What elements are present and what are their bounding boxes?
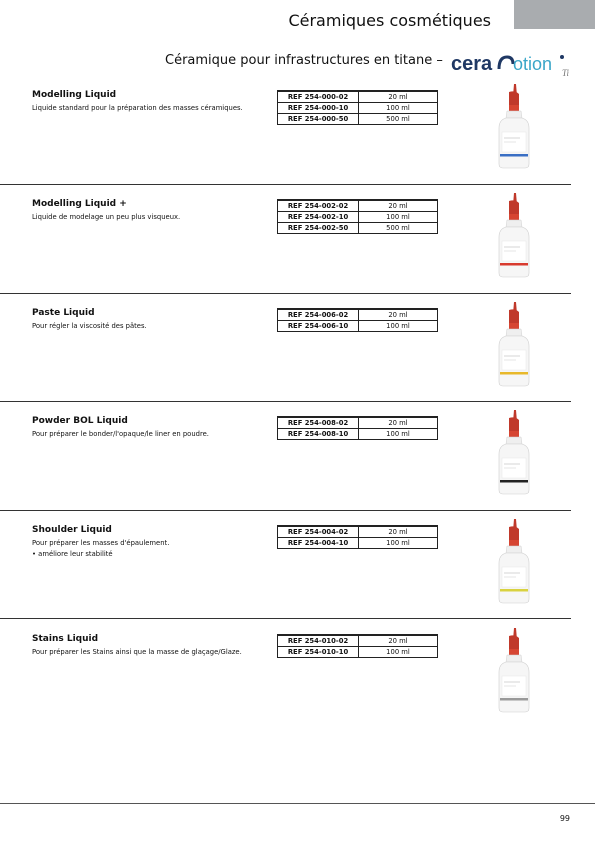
divider xyxy=(0,401,571,402)
ref-code: REF 254-000-50 xyxy=(278,114,359,125)
table-row xyxy=(278,635,438,647)
ref-size: 500 ml xyxy=(359,223,438,234)
product-description xyxy=(32,429,272,440)
table-row xyxy=(278,114,438,125)
logo-text-b: otion xyxy=(513,54,553,74)
logo-m-arc xyxy=(499,57,513,69)
ref-table xyxy=(277,634,438,658)
ref-code: REF 254-010-10 xyxy=(278,647,359,658)
product-description xyxy=(32,647,272,658)
description-line: • améliore leur stabilité xyxy=(32,550,113,558)
ref-size: 500 ml xyxy=(359,114,438,125)
logo-dot xyxy=(560,55,564,59)
description-line: Pour préparer les masses d'épaulement. xyxy=(32,539,170,547)
table-row xyxy=(278,91,438,103)
header-tab xyxy=(514,0,595,29)
table-row xyxy=(278,429,438,440)
logo-suffix: Ti xyxy=(562,68,570,78)
product-section xyxy=(0,634,595,734)
table-row xyxy=(278,526,438,538)
table-row xyxy=(278,538,438,549)
ref-size: 100 ml xyxy=(359,538,438,549)
product-description xyxy=(32,538,272,560)
bottle-image xyxy=(490,626,532,716)
ref-code: REF 254-002-50 xyxy=(278,223,359,234)
ref-size: 20 ml xyxy=(359,91,438,103)
bottle-image xyxy=(490,82,532,172)
bottle-image xyxy=(490,408,532,498)
ref-code: REF 254-004-10 xyxy=(278,538,359,549)
ref-code: REF 254-000-02 xyxy=(278,91,359,103)
ref-code: REF 254-008-02 xyxy=(278,417,359,429)
table-row xyxy=(278,212,438,223)
ref-table xyxy=(277,308,438,332)
table-row xyxy=(278,321,438,332)
description-line: Liquide standard pour la préparation des masses céramiques. xyxy=(32,104,243,112)
ref-table xyxy=(277,199,438,234)
logo-text-a: cera xyxy=(451,53,493,75)
bottle-image xyxy=(490,300,532,390)
page-title: Céramiques cosmétiques xyxy=(288,11,491,30)
description-line: Pour préparer les Stains ainsi que la masse de glaçage/Glaze. xyxy=(32,648,242,656)
product-description xyxy=(32,103,272,114)
description-line: Pour préparer le bonder/l'opaque/le liner en poudre. xyxy=(32,430,209,438)
ref-size: 100 ml xyxy=(359,103,438,114)
product-name: Paste Liquid xyxy=(32,308,95,318)
ref-table xyxy=(277,525,438,549)
ref-size: 20 ml xyxy=(359,200,438,212)
product-name: Modelling Liquid xyxy=(32,90,117,100)
table-row xyxy=(278,647,438,658)
product-section xyxy=(0,90,595,190)
ref-size: 20 ml xyxy=(359,309,438,321)
product-section xyxy=(0,308,595,408)
ref-code: REF 254-010-02 xyxy=(278,635,359,647)
ref-size: 100 ml xyxy=(359,429,438,440)
ref-code: REF 254-000-10 xyxy=(278,103,359,114)
ref-code: REF 254-002-02 xyxy=(278,200,359,212)
product-name: Stains Liquid xyxy=(32,634,99,644)
page-number: 99 xyxy=(559,814,570,823)
description-line: Liquide de modelage un peu plus visqueux. xyxy=(32,213,181,221)
table-row xyxy=(278,309,438,321)
ref-size: 20 ml xyxy=(359,417,438,429)
ref-code: REF 254-002-10 xyxy=(278,212,359,223)
product-description xyxy=(32,212,272,223)
product-description xyxy=(32,321,272,332)
table-row xyxy=(278,417,438,429)
product-name: Modelling Liquid + xyxy=(32,199,127,209)
description-line: Pour régler la viscosité des pâtes. xyxy=(32,322,147,330)
bottle-image xyxy=(490,191,532,281)
ref-size: 20 ml xyxy=(359,635,438,647)
ref-size: 100 ml xyxy=(359,647,438,658)
ref-code: REF 254-006-10 xyxy=(278,321,359,332)
divider xyxy=(0,184,571,185)
divider xyxy=(0,618,571,619)
ref-code: REF 254-006-02 xyxy=(278,309,359,321)
bottle-image xyxy=(490,517,532,607)
page-subtitle: Céramique pour infrastructures en titane – xyxy=(165,53,443,68)
product-section xyxy=(0,199,595,299)
table-row xyxy=(278,223,438,234)
footer-rule xyxy=(0,803,595,804)
product-section xyxy=(0,525,595,625)
ref-size: 100 ml xyxy=(359,212,438,223)
ref-code: REF 254-004-02 xyxy=(278,526,359,538)
divider xyxy=(0,510,571,511)
table-row xyxy=(278,200,438,212)
ref-code: REF 254-008-10 xyxy=(278,429,359,440)
product-name: Powder BOL Liquid xyxy=(32,416,128,426)
ref-size: 100 ml xyxy=(359,321,438,332)
ref-table xyxy=(277,90,438,125)
ceramotion-logo xyxy=(451,48,581,82)
product-section xyxy=(0,416,595,516)
divider xyxy=(0,293,571,294)
product-name: Shoulder Liquid xyxy=(32,525,112,535)
ref-size: 20 ml xyxy=(359,526,438,538)
table-row xyxy=(278,103,438,114)
ref-table xyxy=(277,416,438,440)
